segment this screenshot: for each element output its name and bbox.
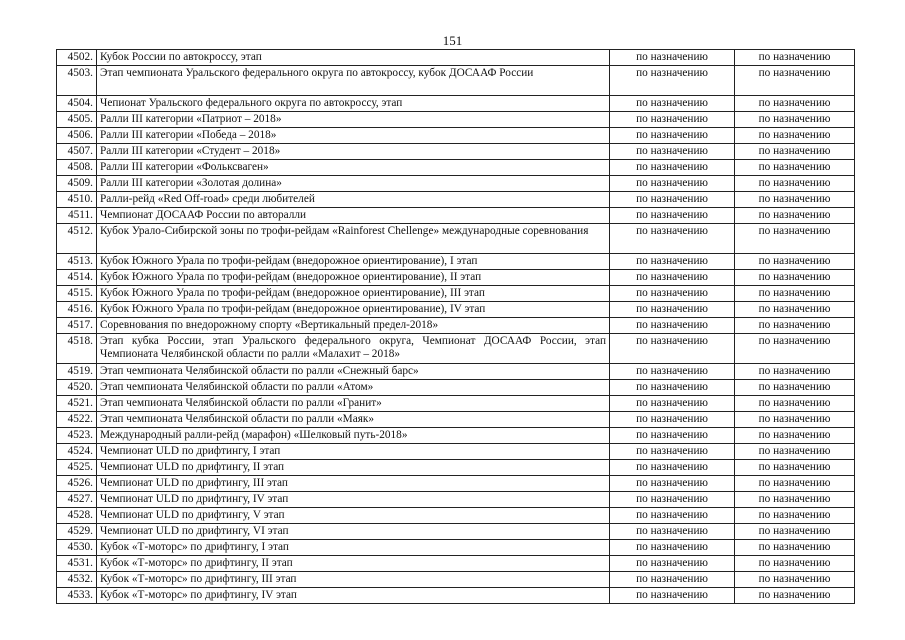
row-number: 4520.: [57, 380, 97, 396]
event-name: Кубок Южного Урала по трофи-рейдам (внедорожное ориентирование), I этап: [97, 254, 610, 270]
table-row: [57, 572, 855, 588]
assignment-cell: по назначению: [735, 540, 855, 556]
table-row: [57, 556, 855, 572]
assignment-cell: по назначению: [735, 286, 855, 302]
table-row: [57, 444, 855, 460]
event-name: Чемпионат ULD по дрифтингу, I этап: [97, 444, 610, 460]
assignment-cell: по назначению: [735, 318, 855, 334]
assignment-cell: по назначению: [735, 334, 855, 364]
event-name: Кубок «Т-моторс» по дрифтингу, I этап: [97, 540, 610, 556]
assignment-cell: по назначению: [735, 224, 855, 254]
row-number: 4512.: [57, 224, 97, 254]
assignment-cell: по назначению: [610, 444, 735, 460]
assignment-cell: по назначению: [610, 302, 735, 318]
table-row: [57, 112, 855, 128]
event-name: Ралли III категории «Фольксваген»: [97, 160, 610, 176]
row-number: 4525.: [57, 460, 97, 476]
assignment-cell: по назначению: [735, 524, 855, 540]
table-row: [57, 270, 855, 286]
table-row: [57, 128, 855, 144]
assignment-cell: по назначению: [735, 66, 855, 96]
table-row: [57, 160, 855, 176]
assignment-cell: по назначению: [610, 270, 735, 286]
table-row: [57, 396, 855, 412]
table-row: [57, 318, 855, 334]
row-number: 4521.: [57, 396, 97, 412]
event-name: Чемпионат ULD по дрифтингу, II этап: [97, 460, 610, 476]
table-row: [57, 540, 855, 556]
assignment-cell: по назначению: [610, 254, 735, 270]
assignment-cell: по назначению: [735, 96, 855, 112]
table-row: [57, 334, 855, 364]
table-row: [57, 524, 855, 540]
assignment-cell: по назначению: [610, 588, 735, 604]
table-row: [57, 302, 855, 318]
row-number: 4514.: [57, 270, 97, 286]
assignment-cell: по назначению: [610, 176, 735, 192]
row-number: 4508.: [57, 160, 97, 176]
assignment-cell: по назначению: [610, 66, 735, 96]
assignment-cell: по назначению: [610, 112, 735, 128]
event-name: Ралли-рейд «Red Off-road» среди любителей: [97, 192, 610, 208]
event-name: Кубок Южного Урала по трофи-рейдам (внедорожное ориентирование), IV этап: [97, 302, 610, 318]
assignment-cell: по назначению: [735, 444, 855, 460]
table-row: [57, 508, 855, 524]
table-row: [57, 428, 855, 444]
assignment-cell: по назначению: [610, 334, 735, 364]
event-name: Этап чемпионата Челябинской области по ралли «Маяк»: [97, 412, 610, 428]
row-number: 4504.: [57, 96, 97, 112]
event-name: Международный ралли-рейд (марафон) «Шелковый путь-2018»: [97, 428, 610, 444]
table-row: [57, 208, 855, 224]
table-row: [57, 192, 855, 208]
event-name: Кубок «Т-моторс» по дрифтингу, III этап: [97, 572, 610, 588]
assignment-cell: по назначению: [735, 572, 855, 588]
row-number: 4516.: [57, 302, 97, 318]
assignment-cell: по назначению: [610, 286, 735, 302]
table-row: [57, 224, 855, 254]
assignment-cell: по назначению: [610, 224, 735, 254]
assignment-cell: по назначению: [610, 412, 735, 428]
row-number: 4530.: [57, 540, 97, 556]
assignment-cell: по назначению: [610, 128, 735, 144]
event-name: Этап кубка России, этап Уральского федерального округа, Чемпионат ДОСААФ России, этап Чемпионата Челябинской области по ралли «Малахит – 2018»: [97, 334, 610, 364]
row-number: 4502.: [57, 50, 97, 66]
assignment-cell: по назначению: [735, 396, 855, 412]
row-number: 4528.: [57, 508, 97, 524]
assignment-cell: по назначению: [610, 208, 735, 224]
table-row: [57, 476, 855, 492]
assignment-cell: по назначению: [735, 476, 855, 492]
assignment-cell: по назначению: [735, 556, 855, 572]
event-name: Этап чемпионата Челябинской области по ралли «Атом»: [97, 380, 610, 396]
row-number: 4510.: [57, 192, 97, 208]
assignment-cell: по назначению: [735, 412, 855, 428]
assignment-cell: по назначению: [610, 318, 735, 334]
assignment-cell: по назначению: [610, 460, 735, 476]
event-name: Кубок «Т-моторс» по дрифтингу, II этап: [97, 556, 610, 572]
table-row: [57, 412, 855, 428]
assignment-cell: по назначению: [610, 160, 735, 176]
table-row: [57, 364, 855, 380]
assignment-cell: по назначению: [735, 270, 855, 286]
assignment-cell: по назначению: [735, 460, 855, 476]
event-name: Ралли III категории «Студент – 2018»: [97, 144, 610, 160]
event-name: Чепионат Уральского федерального округа по автокроссу, этап: [97, 96, 610, 112]
table-row: [57, 66, 855, 96]
event-name: Ралли III категории «Золотая долина»: [97, 176, 610, 192]
assignment-cell: по назначению: [735, 588, 855, 604]
event-name: Этап чемпионата Челябинской области по ралли «Гранит»: [97, 396, 610, 412]
assignment-cell: по назначению: [610, 524, 735, 540]
row-number: 4532.: [57, 572, 97, 588]
assignment-cell: по назначению: [735, 508, 855, 524]
row-number: 4506.: [57, 128, 97, 144]
assignment-cell: по назначению: [610, 396, 735, 412]
row-number: 4515.: [57, 286, 97, 302]
assignment-cell: по назначению: [735, 254, 855, 270]
table-row: [57, 588, 855, 604]
event-name: Кубок Южного Урала по трофи-рейдам (внедорожное ориентирование), II этап: [97, 270, 610, 286]
assignment-cell: по назначению: [735, 160, 855, 176]
table-row: [57, 144, 855, 160]
row-number: 4531.: [57, 556, 97, 572]
table-row: [57, 492, 855, 508]
assignment-cell: по назначению: [735, 428, 855, 444]
row-number: 4524.: [57, 444, 97, 460]
assignment-cell: по назначению: [735, 492, 855, 508]
event-name: Кубок «Т-моторс» по дрифтингу, IV этап: [97, 588, 610, 604]
assignment-cell: по назначению: [735, 50, 855, 66]
events-table: [56, 49, 855, 604]
assignment-cell: по назначению: [735, 112, 855, 128]
event-name: Чемпионат ULD по дрифтингу, V этап: [97, 508, 610, 524]
event-name: Кубок России по автокроссу, этап: [97, 50, 610, 66]
assignment-cell: по назначению: [610, 492, 735, 508]
row-number: 4533.: [57, 588, 97, 604]
assignment-cell: по назначению: [735, 144, 855, 160]
assignment-cell: по назначению: [735, 176, 855, 192]
assignment-cell: по назначению: [610, 556, 735, 572]
row-number: 4513.: [57, 254, 97, 270]
row-number: 4511.: [57, 208, 97, 224]
table-row: [57, 176, 855, 192]
events-table-body: [57, 50, 855, 604]
event-name: Ралли III категории «Победа – 2018»: [97, 128, 610, 144]
assignment-cell: по назначению: [610, 540, 735, 556]
event-name: Чемпионат ULD по дрифтингу, VI этап: [97, 524, 610, 540]
assignment-cell: по назначению: [735, 364, 855, 380]
event-name: Кубок Урало-Сибирской зоны по трофи-рейдам «Rainforest Chellenge» международные соревнования: [97, 224, 610, 254]
row-number: 4527.: [57, 492, 97, 508]
row-number: 4526.: [57, 476, 97, 492]
event-name: Соревнования по внедорожному спорту «Вертикальный предел-2018»: [97, 318, 610, 334]
row-number: 4505.: [57, 112, 97, 128]
assignment-cell: по назначению: [610, 476, 735, 492]
row-number: 4523.: [57, 428, 97, 444]
row-number: 4518.: [57, 334, 97, 364]
event-name: Кубок Южного Урала по трофи-рейдам (внедорожное ориентирование), III этап: [97, 286, 610, 302]
assignment-cell: по назначению: [610, 50, 735, 66]
assignment-cell: по назначению: [610, 428, 735, 444]
assignment-cell: по назначению: [610, 380, 735, 396]
row-number: 4503.: [57, 66, 97, 96]
event-name: Ралли III категории «Патриот – 2018»: [97, 112, 610, 128]
row-number: 4522.: [57, 412, 97, 428]
table-row: [57, 460, 855, 476]
table-row: [57, 380, 855, 396]
assignment-cell: по назначению: [610, 144, 735, 160]
assignment-cell: по назначению: [735, 208, 855, 224]
row-number: 4507.: [57, 144, 97, 160]
assignment-cell: по назначению: [610, 192, 735, 208]
table-row: [57, 50, 855, 66]
assignment-cell: по назначению: [610, 572, 735, 588]
assignment-cell: по назначению: [735, 380, 855, 396]
assignment-cell: по назначению: [610, 364, 735, 380]
assignment-cell: по назначению: [610, 508, 735, 524]
event-name: Чемпионат ULD по дрифтингу, III этап: [97, 476, 610, 492]
event-name: Этап чемпионата Уральского федерального округа по автокроссу, кубок ДОСААФ России: [97, 66, 610, 96]
assignment-cell: по назначению: [610, 96, 735, 112]
assignment-cell: по назначению: [735, 128, 855, 144]
event-name: Чемпионат ДОСААФ России по авторалли: [97, 208, 610, 224]
row-number: 4519.: [57, 364, 97, 380]
event-name: Чемпионат ULD по дрифтингу, IV этап: [97, 492, 610, 508]
row-number: 4509.: [57, 176, 97, 192]
row-number: 4517.: [57, 318, 97, 334]
assignment-cell: по назначению: [735, 302, 855, 318]
table-row: [57, 254, 855, 270]
row-number: 4529.: [57, 524, 97, 540]
table-row: [57, 286, 855, 302]
table-row: [57, 96, 855, 112]
assignment-cell: по назначению: [735, 192, 855, 208]
page-number: 151: [442, 33, 463, 48]
event-name: Этап чемпионата Челябинской области по ралли «Снежный барс»: [97, 364, 610, 380]
